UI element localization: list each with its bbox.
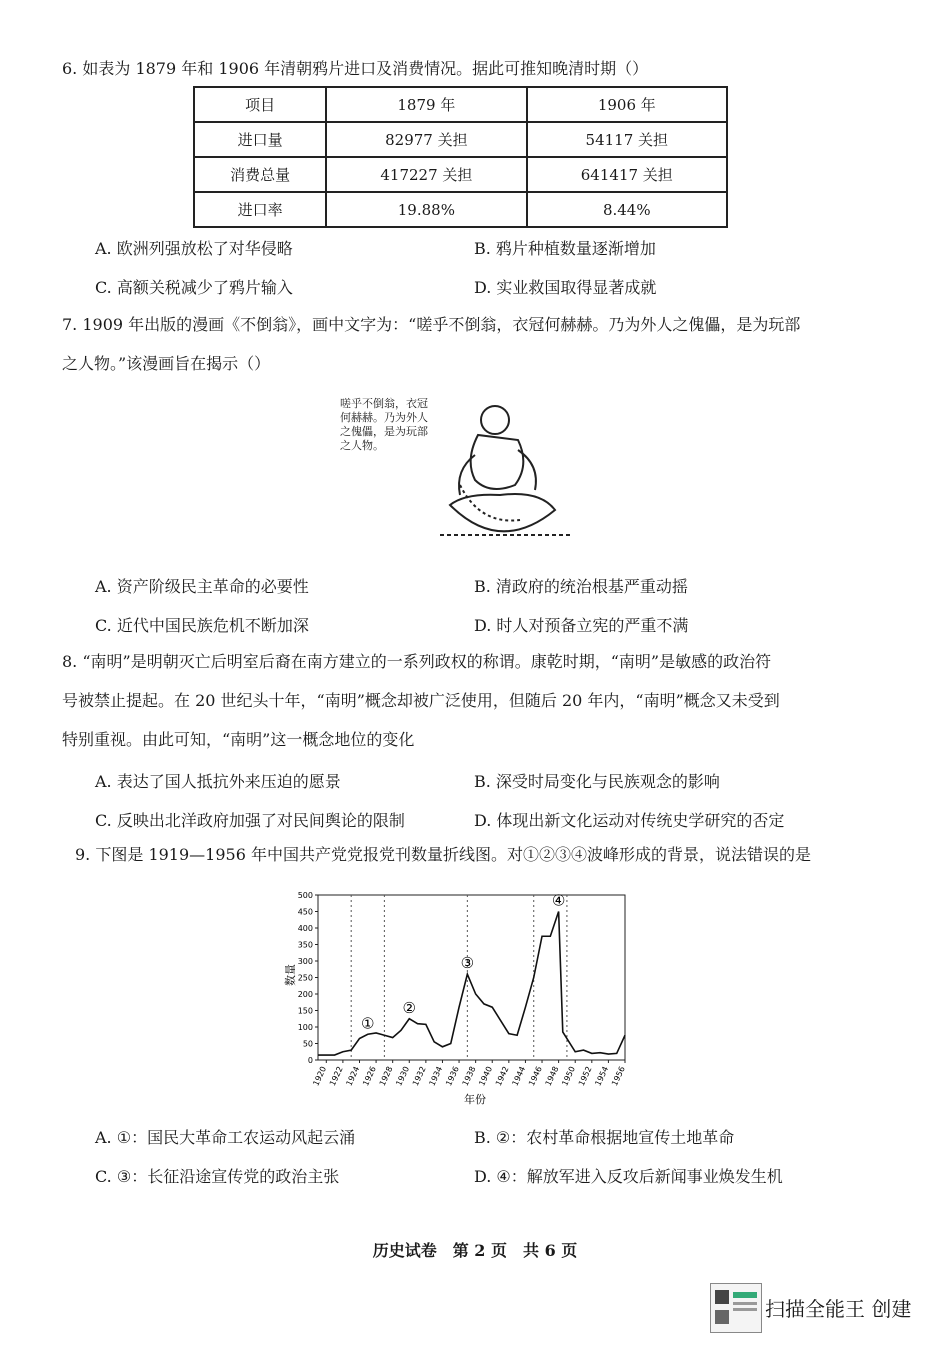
table-cell: 进口率 [194, 192, 326, 227]
y-tick-label: 150 [297, 1006, 313, 1016]
q6-stem: 6. 如表为 1879 年和 1906 年清朝鸦片进口及消费情况。据此可推知晚清时期（） [62, 59, 649, 78]
x-tick-label: 1944 [510, 1065, 528, 1088]
x-tick-label: 1936 [444, 1065, 461, 1088]
x-tick-label: 1946 [527, 1065, 544, 1088]
x-tick-label: 1930 [394, 1065, 412, 1088]
q7-stem-line2: 之人物。”该漫画旨在揭示（） [62, 354, 271, 373]
q8-stem-line3: 特别重视。由此可知，“南明”这一概念地位的变化 [62, 730, 415, 749]
x-tick-label: 1928 [377, 1065, 395, 1088]
party-press-line-chart [280, 885, 640, 1110]
q9-option-a: A. ①：国民大革命工农运动风起云涌 [95, 1128, 356, 1147]
table-cell: 1906 年 [527, 87, 727, 122]
q7-option-b: B. 清政府的统治根基严重动摇 [474, 577, 688, 596]
table-cell: 1879 年 [326, 87, 526, 122]
plot-frame [318, 895, 625, 1060]
x-tick-label: 1920 [311, 1065, 329, 1088]
q9-option-d: D. ④：解放军进入反攻后新闻事业焕发生机 [474, 1167, 783, 1186]
q7-option-c: C. 近代中国民族危机不断加深 [95, 616, 309, 635]
q7-option-d: D. 时人对预备立宪的严重不满 [474, 616, 689, 635]
q9-option-c: C. ③：长征沿途宣传党的政治主张 [95, 1167, 340, 1186]
q8-stem-line1: 8. “南明”是明朝灭亡后明室后裔在南方建立的一系列政权的称谓。康乾时期，“南明”是敏感的政治符 [62, 652, 772, 671]
x-tick-label: 1932 [410, 1065, 428, 1088]
q8-stem-line2: 号被禁止提起。在 20 世纪头十年，“南明”概念却被广泛使用，但随后 20 年内，“南明”概念又未受到 [62, 691, 780, 710]
page-footer: 历史试卷 第 2 页 共 6 页 [372, 1241, 578, 1260]
q8-option-b: B. 深受时局变化与民族观念的影响 [474, 772, 720, 791]
table-cell: 8.44% [527, 192, 727, 227]
y-axis-label: 数量 [284, 964, 297, 986]
q7-stem-line1: 7. 1909 年出版的漫画《不倒翁》，画中文字为：“嗟乎不倒翁，衣冠何赫赫。乃为外人之傀儡，是为玩部 [62, 315, 801, 334]
y-tick-label: 0 [307, 1056, 313, 1065]
table-cell: 82977 关担 [326, 122, 526, 157]
q6-option-b: B. 鸦片种植数量逐渐增加 [474, 239, 656, 258]
table-cell: 54117 关担 [527, 122, 727, 157]
q7-option-a: A. 资产阶级民主革命的必要性 [95, 577, 309, 596]
y-tick-label: 50 [302, 1039, 313, 1049]
watermark-label: 扫描全能王 创建 [765, 1297, 912, 1321]
x-axis-label: 年份 [464, 1093, 486, 1106]
q6-table [193, 86, 728, 228]
cartoon-tumbler-illustration [420, 385, 580, 550]
x-tick-label: 1942 [493, 1065, 511, 1088]
q9-option-b: B. ②：农村革命根据地宣传土地革命 [474, 1128, 735, 1147]
y-tick-label: 450 [297, 907, 313, 917]
y-tick-label: 350 [297, 940, 313, 950]
table-row [194, 122, 727, 157]
q6-option-a: A. 欧洲列强放松了对华侵略 [95, 239, 293, 258]
q6-option-d: D. 实业救国取得显著成就 [474, 278, 657, 297]
table-cell: 19.88% [326, 192, 526, 227]
x-tick-label: 1924 [344, 1065, 362, 1088]
y-tick-label: 200 [297, 990, 313, 999]
table-cell: 消费总量 [194, 157, 326, 192]
q8-option-d: D. 体现出新文化运动对传统史学研究的否定 [474, 811, 785, 830]
y-tick-label: 300 [297, 957, 313, 966]
y-tick-label: 100 [297, 1023, 313, 1032]
x-tick-label: 1926 [361, 1065, 378, 1088]
q8-option-c: C. 反映出北洋政府加强了对民间舆论的限制 [95, 811, 405, 830]
table-row [194, 157, 727, 192]
x-tick-label: 1934 [427, 1065, 445, 1088]
table-cell: 641417 关担 [527, 157, 727, 192]
x-tick-label: 1956 [610, 1065, 627, 1088]
cartoon-caption: 嗟乎不倒翁，衣冠何赫赫。乃为外人之傀儡，是为玩部之人物。 [340, 397, 428, 452]
peak-marker: ① [361, 1014, 375, 1033]
table-cell: 进口量 [194, 122, 326, 157]
x-tick-label: 1922 [327, 1065, 345, 1088]
x-tick-label: 1948 [543, 1065, 561, 1088]
x-tick-label: 1940 [477, 1065, 495, 1088]
qr-logo-icon [710, 1283, 762, 1333]
table-cell: 项目 [194, 87, 326, 122]
peak-marker: ② [402, 998, 416, 1017]
q8-option-a: A. 表达了国人抵抗外来压迫的愿景 [95, 772, 341, 791]
x-tick-label: 1950 [560, 1065, 578, 1088]
y-tick-label: 250 [297, 973, 313, 983]
x-tick-label: 1952 [576, 1065, 594, 1088]
x-tick-label: 1938 [460, 1065, 478, 1088]
peak-marker: ④ [551, 891, 566, 910]
peak-marker: ③ [460, 954, 475, 973]
q6-option-c: C. 高额关税减少了鸦片输入 [95, 278, 293, 297]
y-tick-label: 400 [297, 924, 313, 933]
y-tick-label: 500 [297, 891, 313, 900]
series-line [318, 912, 625, 1056]
q9-stem: 9. 下图是 1919—1956 年中国共产党党报党刊数量折线图。对①②③④波峰形成的背景，说法错误的是 [75, 845, 811, 864]
table-header-row [194, 87, 727, 122]
table-cell: 417227 关担 [326, 157, 526, 192]
table-row [194, 192, 727, 227]
x-tick-label: 1954 [593, 1065, 611, 1088]
